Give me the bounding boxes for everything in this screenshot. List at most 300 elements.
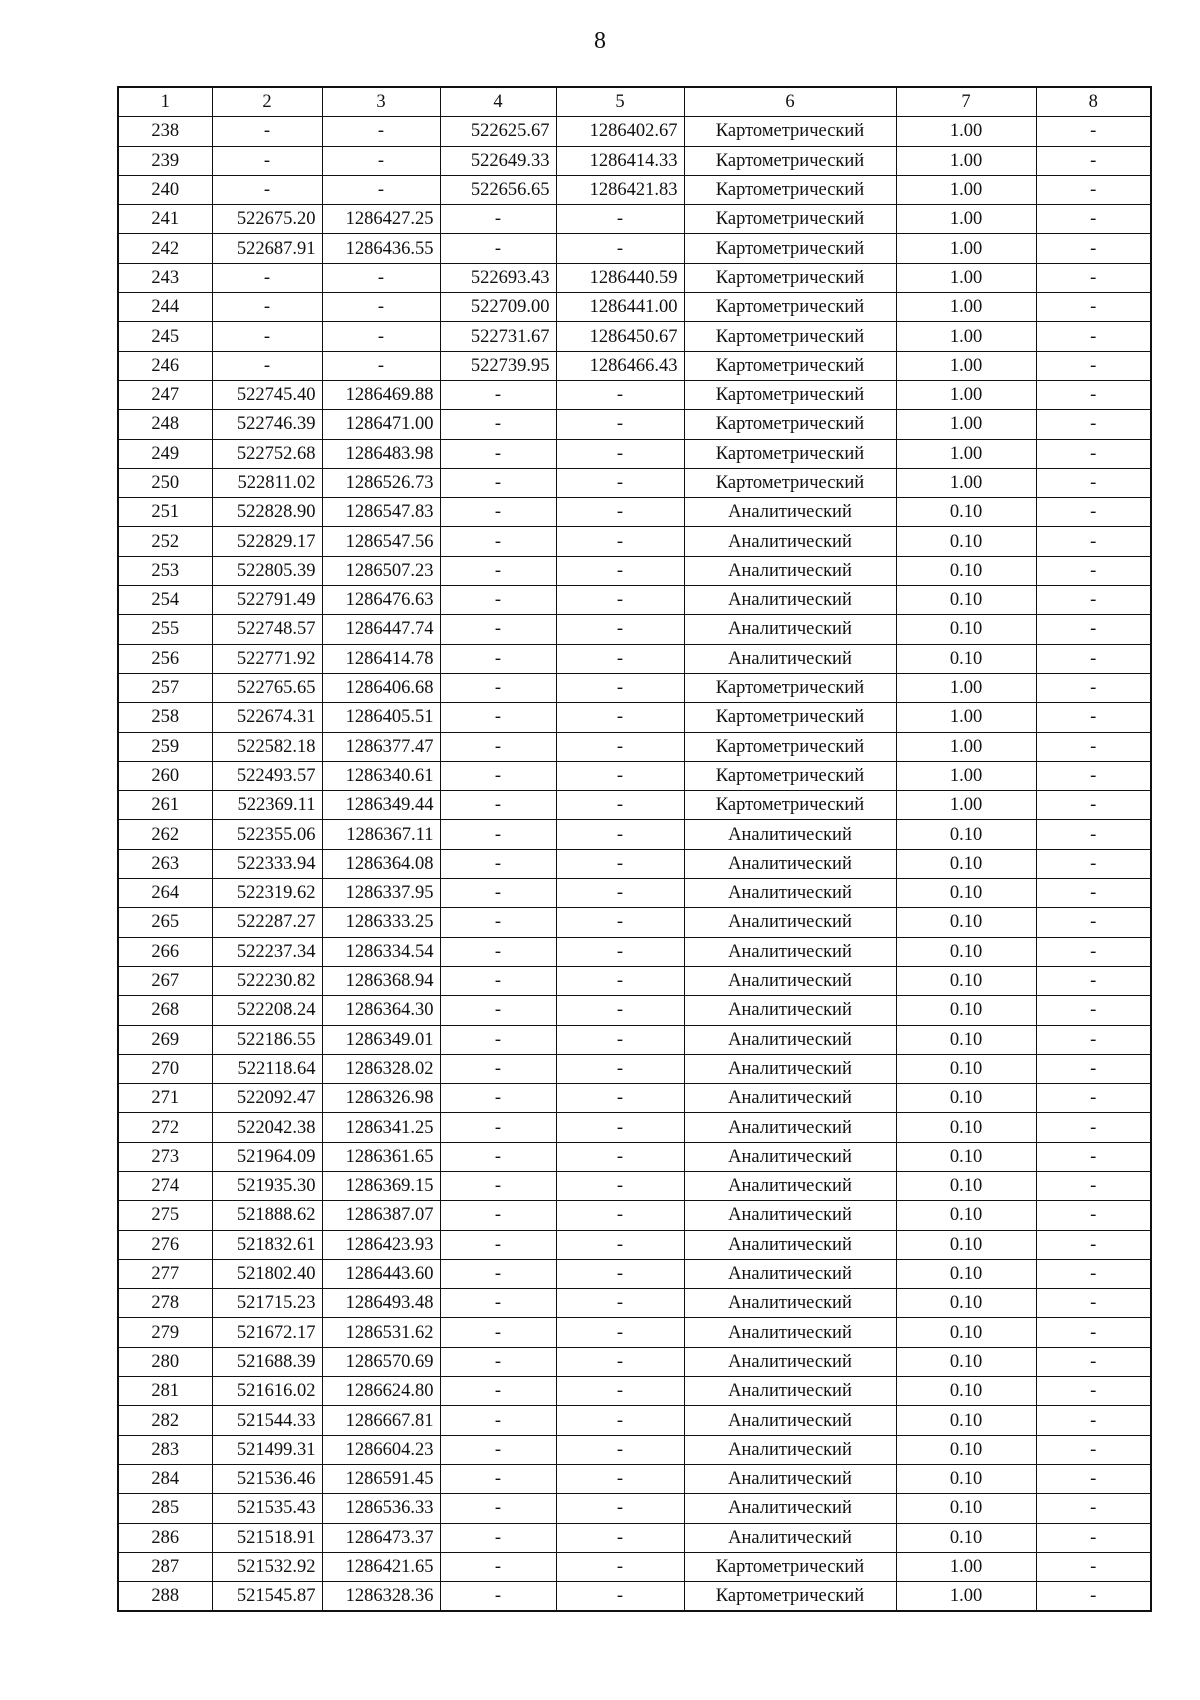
x-coordinate-cell: -: [212, 351, 322, 380]
note-cell: -: [1036, 1377, 1151, 1406]
x-coordinate-cell: 521935.30: [212, 1171, 322, 1200]
x-coordinate-alt-cell: -: [440, 205, 556, 234]
y-coordinate-cell: 1286483.98: [322, 439, 440, 468]
x-coordinate-cell: 522687.91: [212, 234, 322, 263]
table-row: [118, 117, 1151, 146]
note-cell: -: [1036, 820, 1151, 849]
point-number-cell: 259: [118, 732, 212, 761]
accuracy-cell: 1.00: [896, 351, 1036, 380]
table-row: [118, 937, 1151, 966]
table-row: [118, 791, 1151, 820]
accuracy-cell: 0.10: [896, 937, 1036, 966]
note-cell: -: [1036, 527, 1151, 556]
table-row: [118, 849, 1151, 878]
x-coordinate-cell: 521536.46: [212, 1464, 322, 1493]
table-row: [118, 1025, 1151, 1054]
method-cell: Картометрический: [684, 234, 896, 263]
accuracy-cell: 0.10: [896, 820, 1036, 849]
method-cell: Картометрический: [684, 673, 896, 702]
accuracy-cell: 0.10: [896, 1523, 1036, 1552]
table-row: [118, 351, 1151, 380]
table-row: [118, 439, 1151, 468]
accuracy-cell: 0.10: [896, 586, 1036, 615]
table-row: [118, 410, 1151, 439]
point-number-cell: 254: [118, 586, 212, 615]
point-number-cell: 267: [118, 966, 212, 995]
column-header-1: 1: [118, 87, 212, 117]
point-number-cell: 281: [118, 1377, 212, 1406]
accuracy-cell: 0.10: [896, 966, 1036, 995]
accuracy-cell: 0.10: [896, 996, 1036, 1025]
table-row: [118, 234, 1151, 263]
x-coordinate-alt-cell: 522656.65: [440, 175, 556, 204]
column-header-5: 5: [556, 87, 684, 117]
accuracy-cell: 1.00: [896, 439, 1036, 468]
y-coordinate-cell: 1286414.78: [322, 644, 440, 673]
y-coordinate-cell: 1286387.07: [322, 1201, 440, 1230]
y-coordinate-cell: 1286421.65: [322, 1552, 440, 1581]
y-coordinate-cell: -: [322, 263, 440, 292]
point-number-cell: 245: [118, 322, 212, 351]
table-row: [118, 1377, 1151, 1406]
table-row: [118, 1552, 1151, 1581]
y-coordinate-alt-cell: 1286441.00: [556, 293, 684, 322]
x-coordinate-cell: 522674.31: [212, 703, 322, 732]
accuracy-cell: 1.00: [896, 761, 1036, 790]
note-cell: -: [1036, 1406, 1151, 1435]
x-coordinate-alt-cell: -: [440, 1523, 556, 1552]
x-coordinate-cell: 522493.57: [212, 761, 322, 790]
x-coordinate-alt-cell: -: [440, 1084, 556, 1113]
method-cell: Картометрический: [684, 205, 896, 234]
y-coordinate-alt-cell: -: [556, 1406, 684, 1435]
y-coordinate-alt-cell: -: [556, 1582, 684, 1612]
y-coordinate-alt-cell: -: [556, 1347, 684, 1376]
y-coordinate-cell: 1286377.47: [322, 732, 440, 761]
method-cell: Картометрический: [684, 410, 896, 439]
y-coordinate-cell: 1286364.30: [322, 996, 440, 1025]
method-cell: Аналитический: [684, 1377, 896, 1406]
point-number-cell: 274: [118, 1171, 212, 1200]
x-coordinate-alt-cell: -: [440, 673, 556, 702]
point-number-cell: 272: [118, 1113, 212, 1142]
x-coordinate-alt-cell: -: [440, 791, 556, 820]
x-coordinate-alt-cell: -: [440, 1464, 556, 1493]
y-coordinate-alt-cell: -: [556, 1230, 684, 1259]
table-row: [118, 1494, 1151, 1523]
table-row: [118, 293, 1151, 322]
x-coordinate-alt-cell: -: [440, 498, 556, 527]
table-row: [118, 1523, 1151, 1552]
x-coordinate-cell: 522186.55: [212, 1025, 322, 1054]
method-cell: Аналитический: [684, 1142, 896, 1171]
y-coordinate-cell: 1286493.48: [322, 1289, 440, 1318]
note-cell: -: [1036, 1142, 1151, 1171]
table-row: [118, 673, 1151, 702]
x-coordinate-cell: 522092.47: [212, 1084, 322, 1113]
note-cell: -: [1036, 791, 1151, 820]
y-coordinate-cell: 1286368.94: [322, 966, 440, 995]
point-number-cell: 288: [118, 1582, 212, 1612]
x-coordinate-alt-cell: -: [440, 1230, 556, 1259]
table-row: [118, 615, 1151, 644]
point-number-cell: 278: [118, 1289, 212, 1318]
note-cell: -: [1036, 293, 1151, 322]
y-coordinate-alt-cell: -: [556, 761, 684, 790]
y-coordinate-cell: 1286536.33: [322, 1494, 440, 1523]
method-cell: Картометрический: [684, 380, 896, 409]
y-coordinate-alt-cell: -: [556, 205, 684, 234]
accuracy-cell: 0.10: [896, 1289, 1036, 1318]
y-coordinate-alt-cell: -: [556, 1377, 684, 1406]
accuracy-cell: 0.10: [896, 908, 1036, 937]
x-coordinate-alt-cell: -: [440, 527, 556, 556]
x-coordinate-cell: 521535.43: [212, 1494, 322, 1523]
y-coordinate-cell: 1286367.11: [322, 820, 440, 849]
note-cell: -: [1036, 1025, 1151, 1054]
note-cell: -: [1036, 1347, 1151, 1376]
note-cell: -: [1036, 644, 1151, 673]
table-row: [118, 1201, 1151, 1230]
note-cell: -: [1036, 351, 1151, 380]
note-cell: -: [1036, 117, 1151, 146]
y-coordinate-alt-cell: -: [556, 1318, 684, 1347]
note-cell: -: [1036, 1113, 1151, 1142]
y-coordinate-cell: -: [322, 351, 440, 380]
y-coordinate-alt-cell: -: [556, 439, 684, 468]
accuracy-cell: 1.00: [896, 673, 1036, 702]
method-cell: Аналитический: [684, 1494, 896, 1523]
note-cell: -: [1036, 673, 1151, 702]
x-coordinate-cell: 522042.38: [212, 1113, 322, 1142]
note-cell: -: [1036, 732, 1151, 761]
y-coordinate-alt-cell: -: [556, 1435, 684, 1464]
method-cell: Картометрический: [684, 175, 896, 204]
y-coordinate-cell: 1286526.73: [322, 468, 440, 497]
note-cell: -: [1036, 380, 1151, 409]
note-cell: -: [1036, 966, 1151, 995]
x-coordinate-cell: 522828.90: [212, 498, 322, 527]
y-coordinate-cell: -: [322, 322, 440, 351]
x-coordinate-alt-cell: -: [440, 761, 556, 790]
column-header-8: 8: [1036, 87, 1151, 117]
accuracy-cell: 1.00: [896, 175, 1036, 204]
x-coordinate-alt-cell: -: [440, 1494, 556, 1523]
accuracy-cell: 0.10: [896, 1494, 1036, 1523]
x-coordinate-cell: 522582.18: [212, 732, 322, 761]
x-coordinate-alt-cell: -: [440, 1171, 556, 1200]
x-coordinate-cell: 522771.92: [212, 644, 322, 673]
x-coordinate-cell: 522287.27: [212, 908, 322, 937]
x-coordinate-alt-cell: -: [440, 586, 556, 615]
y-coordinate-cell: 1286328.36: [322, 1582, 440, 1612]
point-number-cell: 255: [118, 615, 212, 644]
method-cell: Аналитический: [684, 1084, 896, 1113]
y-coordinate-cell: 1286469.88: [322, 380, 440, 409]
accuracy-cell: 0.10: [896, 1318, 1036, 1347]
method-cell: Аналитический: [684, 1464, 896, 1493]
accuracy-cell: 0.10: [896, 1347, 1036, 1376]
y-coordinate-alt-cell: 1286440.59: [556, 263, 684, 292]
x-coordinate-alt-cell: -: [440, 966, 556, 995]
x-coordinate-cell: 522675.20: [212, 205, 322, 234]
x-coordinate-cell: 522230.82: [212, 966, 322, 995]
x-coordinate-alt-cell: -: [440, 1025, 556, 1054]
y-coordinate-cell: 1286667.81: [322, 1406, 440, 1435]
y-coordinate-alt-cell: -: [556, 468, 684, 497]
x-coordinate-cell: 522829.17: [212, 527, 322, 556]
y-coordinate-alt-cell: -: [556, 673, 684, 702]
x-coordinate-alt-cell: -: [440, 879, 556, 908]
note-cell: -: [1036, 1054, 1151, 1083]
x-coordinate-cell: -: [212, 146, 322, 175]
y-coordinate-cell: 1286531.62: [322, 1318, 440, 1347]
x-coordinate-alt-cell: -: [440, 1377, 556, 1406]
method-cell: Картометрический: [684, 791, 896, 820]
x-coordinate-alt-cell: -: [440, 937, 556, 966]
y-coordinate-alt-cell: -: [556, 791, 684, 820]
y-coordinate-cell: 1286547.56: [322, 527, 440, 556]
accuracy-cell: 0.10: [896, 1201, 1036, 1230]
x-coordinate-cell: 522355.06: [212, 820, 322, 849]
point-number-cell: 277: [118, 1259, 212, 1288]
y-coordinate-alt-cell: -: [556, 1142, 684, 1171]
accuracy-cell: 0.10: [896, 1084, 1036, 1113]
table-row: [118, 322, 1151, 351]
column-header-3: 3: [322, 87, 440, 117]
y-coordinate-alt-cell: -: [556, 1084, 684, 1113]
note-cell: -: [1036, 322, 1151, 351]
y-coordinate-alt-cell: -: [556, 527, 684, 556]
accuracy-cell: 0.10: [896, 1377, 1036, 1406]
x-coordinate-cell: 521802.40: [212, 1259, 322, 1288]
y-coordinate-alt-cell: -: [556, 1201, 684, 1230]
point-number-cell: 270: [118, 1054, 212, 1083]
method-cell: Аналитический: [684, 820, 896, 849]
column-header-4: 4: [440, 87, 556, 117]
x-coordinate-cell: 522333.94: [212, 849, 322, 878]
point-number-cell: 248: [118, 410, 212, 439]
y-coordinate-alt-cell: -: [556, 849, 684, 878]
method-cell: Картометрический: [684, 293, 896, 322]
note-cell: -: [1036, 703, 1151, 732]
accuracy-cell: 0.10: [896, 879, 1036, 908]
accuracy-cell: 0.10: [896, 1435, 1036, 1464]
note-cell: -: [1036, 586, 1151, 615]
table-row: [118, 263, 1151, 292]
y-coordinate-alt-cell: -: [556, 586, 684, 615]
x-coordinate-cell: 521715.23: [212, 1289, 322, 1318]
method-cell: Аналитический: [684, 1347, 896, 1376]
table-row: [118, 820, 1151, 849]
table-row: [118, 703, 1151, 732]
table-row: [118, 1435, 1151, 1464]
table-row: [118, 1230, 1151, 1259]
y-coordinate-cell: 1286349.44: [322, 791, 440, 820]
y-coordinate-alt-cell: -: [556, 556, 684, 585]
y-coordinate-cell: 1286473.37: [322, 1523, 440, 1552]
y-coordinate-cell: 1286436.55: [322, 234, 440, 263]
y-coordinate-cell: 1286326.98: [322, 1084, 440, 1113]
point-number-cell: 268: [118, 996, 212, 1025]
point-number-cell: 247: [118, 380, 212, 409]
table-body: [118, 117, 1151, 1612]
note-cell: -: [1036, 879, 1151, 908]
point-number-cell: 284: [118, 1464, 212, 1493]
x-coordinate-alt-cell: -: [440, 380, 556, 409]
point-number-cell: 246: [118, 351, 212, 380]
method-cell: Аналитический: [684, 586, 896, 615]
accuracy-cell: 0.10: [896, 527, 1036, 556]
note-cell: -: [1036, 1171, 1151, 1200]
point-number-cell: 253: [118, 556, 212, 585]
method-cell: Картометрический: [684, 351, 896, 380]
table-row: [118, 1406, 1151, 1435]
x-coordinate-cell: 521518.91: [212, 1523, 322, 1552]
header-row: [118, 87, 1151, 117]
accuracy-cell: 1.00: [896, 791, 1036, 820]
x-coordinate-alt-cell: -: [440, 439, 556, 468]
accuracy-cell: 1.00: [896, 468, 1036, 497]
x-coordinate-alt-cell: -: [440, 410, 556, 439]
note-cell: -: [1036, 498, 1151, 527]
x-coordinate-cell: 521672.17: [212, 1318, 322, 1347]
y-coordinate-alt-cell: -: [556, 498, 684, 527]
method-cell: Картометрический: [684, 468, 896, 497]
y-coordinate-cell: 1286604.23: [322, 1435, 440, 1464]
method-cell: Аналитический: [684, 527, 896, 556]
x-coordinate-cell: 522752.68: [212, 439, 322, 468]
note-cell: -: [1036, 175, 1151, 204]
page-number: 8: [594, 28, 606, 54]
accuracy-cell: 1.00: [896, 1582, 1036, 1612]
y-coordinate-cell: 1286337.95: [322, 879, 440, 908]
x-coordinate-cell: 522745.40: [212, 380, 322, 409]
accuracy-cell: 1.00: [896, 1552, 1036, 1581]
accuracy-cell: 1.00: [896, 205, 1036, 234]
point-number-cell: 239: [118, 146, 212, 175]
x-coordinate-cell: -: [212, 175, 322, 204]
method-cell: Аналитический: [684, 937, 896, 966]
y-coordinate-alt-cell: -: [556, 908, 684, 937]
method-cell: Картометрический: [684, 322, 896, 351]
note-cell: -: [1036, 468, 1151, 497]
note-cell: -: [1036, 1201, 1151, 1230]
point-number-cell: 258: [118, 703, 212, 732]
x-coordinate-cell: 521545.87: [212, 1582, 322, 1612]
note-cell: -: [1036, 761, 1151, 790]
note-cell: -: [1036, 1084, 1151, 1113]
table-row: [118, 1347, 1151, 1376]
x-coordinate-alt-cell: -: [440, 1259, 556, 1288]
point-number-cell: 265: [118, 908, 212, 937]
point-number-cell: 286: [118, 1523, 212, 1552]
table-row: [118, 996, 1151, 1025]
y-coordinate-alt-cell: -: [556, 966, 684, 995]
x-coordinate-alt-cell: -: [440, 644, 556, 673]
point-number-cell: 249: [118, 439, 212, 468]
y-coordinate-cell: 1286624.80: [322, 1377, 440, 1406]
point-number-cell: 275: [118, 1201, 212, 1230]
method-cell: Аналитический: [684, 966, 896, 995]
point-number-cell: 283: [118, 1435, 212, 1464]
y-coordinate-alt-cell: -: [556, 732, 684, 761]
y-coordinate-cell: 1286333.25: [322, 908, 440, 937]
y-coordinate-alt-cell: -: [556, 1552, 684, 1581]
note-cell: -: [1036, 205, 1151, 234]
y-coordinate-cell: 1286476.63: [322, 586, 440, 615]
x-coordinate-alt-cell: 522693.43: [440, 263, 556, 292]
note-cell: -: [1036, 849, 1151, 878]
table-row: [118, 644, 1151, 673]
accuracy-cell: 1.00: [896, 146, 1036, 175]
point-number-cell: 282: [118, 1406, 212, 1435]
method-cell: Аналитический: [684, 1289, 896, 1318]
x-coordinate-alt-cell: -: [440, 1201, 556, 1230]
method-cell: Картометрический: [684, 1552, 896, 1581]
y-coordinate-cell: 1286406.68: [322, 673, 440, 702]
point-number-cell: 263: [118, 849, 212, 878]
table-row: [118, 1113, 1151, 1142]
method-cell: Картометрический: [684, 439, 896, 468]
y-coordinate-alt-cell: -: [556, 820, 684, 849]
point-number-cell: 260: [118, 761, 212, 790]
x-coordinate-cell: 521499.31: [212, 1435, 322, 1464]
point-number-cell: 257: [118, 673, 212, 702]
table-row: [118, 498, 1151, 527]
x-coordinate-cell: -: [212, 263, 322, 292]
table-row: [118, 556, 1151, 585]
method-cell: Аналитический: [684, 1113, 896, 1142]
method-cell: Аналитический: [684, 1259, 896, 1288]
y-coordinate-cell: 1286361.65: [322, 1142, 440, 1171]
y-coordinate-alt-cell: -: [556, 615, 684, 644]
method-cell: Аналитический: [684, 1054, 896, 1083]
y-coordinate-cell: 1286443.60: [322, 1259, 440, 1288]
accuracy-cell: 1.00: [896, 703, 1036, 732]
method-cell: Аналитический: [684, 1230, 896, 1259]
column-header-6: 6: [684, 87, 896, 117]
y-coordinate-cell: 1286405.51: [322, 703, 440, 732]
method-cell: Аналитический: [684, 908, 896, 937]
y-coordinate-alt-cell: -: [556, 1054, 684, 1083]
x-coordinate-alt-cell: -: [440, 1347, 556, 1376]
point-number-cell: 242: [118, 234, 212, 263]
x-coordinate-alt-cell: -: [440, 732, 556, 761]
y-coordinate-cell: 1286341.25: [322, 1113, 440, 1142]
x-coordinate-alt-cell: -: [440, 556, 556, 585]
x-coordinate-cell: 522748.57: [212, 615, 322, 644]
method-cell: Аналитический: [684, 1318, 896, 1347]
x-coordinate-cell: 521688.39: [212, 1347, 322, 1376]
point-number-cell: 287: [118, 1552, 212, 1581]
x-coordinate-cell: 522208.24: [212, 996, 322, 1025]
table-row: [118, 146, 1151, 175]
y-coordinate-cell: 1286328.02: [322, 1054, 440, 1083]
accuracy-cell: 1.00: [896, 234, 1036, 263]
accuracy-cell: 0.10: [896, 849, 1036, 878]
accuracy-cell: 1.00: [896, 380, 1036, 409]
y-coordinate-cell: 1286547.83: [322, 498, 440, 527]
table-row: [118, 966, 1151, 995]
method-cell: Картометрический: [684, 761, 896, 790]
x-coordinate-alt-cell: -: [440, 1054, 556, 1083]
x-coordinate-alt-cell: -: [440, 703, 556, 732]
y-coordinate-alt-cell: -: [556, 234, 684, 263]
accuracy-cell: 1.00: [896, 322, 1036, 351]
y-coordinate-alt-cell: 1286450.67: [556, 322, 684, 351]
method-cell: Аналитический: [684, 1406, 896, 1435]
